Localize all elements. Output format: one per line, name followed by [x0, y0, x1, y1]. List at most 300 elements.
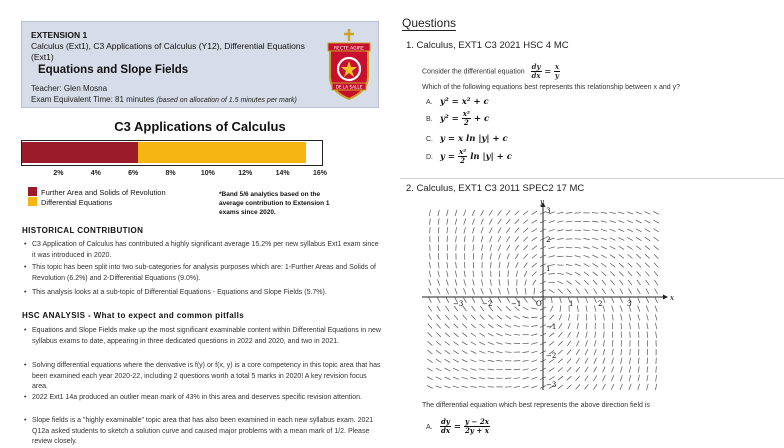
slope-segment — [438, 218, 439, 224]
slope-segment — [549, 221, 555, 223]
slope-segment — [523, 245, 527, 250]
slope-segment — [549, 377, 554, 380]
slope-segment — [462, 333, 467, 337]
slope-segment — [604, 332, 605, 338]
x-tick-label: O — [536, 300, 542, 308]
slope-segment — [515, 219, 519, 224]
slope-segment — [620, 306, 622, 312]
slope-segment — [558, 341, 562, 346]
slope-segment — [584, 280, 589, 285]
slope-segment — [612, 306, 614, 312]
slope-segment — [601, 229, 607, 231]
exam-time — [31, 95, 297, 104]
slope-segment — [629, 314, 630, 320]
slope-segment — [516, 288, 518, 294]
slope-segment — [638, 332, 639, 338]
slope-segment — [645, 229, 650, 232]
slope-segment — [454, 315, 458, 320]
differential-equation: $\frac{dy}{dx}$ = $\frac{x}{y}$ — [531, 66, 560, 76]
slope-segment — [610, 263, 615, 267]
slope-segment — [575, 272, 581, 275]
slope-segment — [489, 210, 492, 215]
slope-segment — [464, 236, 465, 242]
slope-segment — [601, 255, 607, 258]
hsc-bullet: • Solving differential equations where the derivative is f(y) or f(x, y) is a core competency in this topic area that has been examined each year 2020-22, including 2 questions worth a total 5 marks in 2020! A key revision focus area. — [32, 361, 382, 393]
slope-segment — [506, 306, 511, 311]
slope-segment — [498, 297, 501, 303]
slope-segment — [455, 279, 457, 285]
chart-x-ticks — [0, 170, 400, 180]
slope-segment — [620, 384, 622, 390]
slope-segment — [638, 323, 639, 329]
exam-time-note: (based on allocation of 1.5 minutes per mark) — [156, 97, 296, 104]
slope-segment — [532, 272, 536, 277]
legend-label-differential-equations: Differential Equations — [41, 198, 112, 207]
slope-segment — [472, 210, 475, 216]
slope-segment — [515, 254, 518, 260]
slope-segment — [490, 279, 491, 285]
slope-segment — [637, 297, 640, 303]
slope-segment — [576, 289, 580, 294]
slope-segment — [560, 305, 561, 311]
slope-segment — [532, 220, 537, 223]
slope-segment — [612, 340, 613, 346]
questions-heading: Questions — [402, 17, 456, 31]
slope-segment — [585, 349, 588, 355]
slope-segment — [498, 210, 502, 215]
slope-segment — [497, 306, 501, 311]
slope-segment — [603, 375, 606, 381]
slope-segment — [514, 378, 520, 379]
slope-segment — [488, 333, 494, 336]
slope-segment — [455, 219, 457, 225]
slope-segment — [645, 263, 649, 268]
slope-segment — [583, 247, 589, 249]
slope-segment — [612, 367, 614, 373]
slope-segment — [586, 306, 587, 312]
slope-segment — [585, 376, 589, 381]
slope-segment — [479, 369, 485, 370]
slope-segment — [515, 245, 519, 250]
question-1-ask: Which of the following equations best represents this relationship between x and y? — [422, 84, 680, 91]
slope-segment — [524, 254, 528, 259]
slope-segment — [566, 264, 572, 265]
slope-segment — [427, 359, 432, 363]
slope-segment — [549, 342, 554, 346]
slope-segment — [636, 263, 641, 268]
slope-segment — [516, 271, 518, 277]
slope-segment — [603, 314, 604, 320]
slope-segment — [594, 367, 597, 373]
slope-segment — [558, 350, 563, 354]
slope-segment — [525, 279, 526, 285]
slope-segment — [636, 229, 642, 232]
slope-segment — [575, 256, 581, 258]
slope-segment — [436, 350, 441, 354]
slope-segment — [612, 349, 613, 355]
slope-segment — [645, 212, 651, 215]
slope-segment — [653, 229, 658, 232]
slope-segment — [647, 314, 649, 320]
slope-segment — [481, 279, 482, 285]
slope-segment — [447, 262, 448, 268]
slope-segment — [507, 254, 509, 260]
hsc-bullet: • Slope fields is a "highly examinable" topic area that has also been examined in each new syllabus exam. 2021 Q12a asked students to sketch a solution curve and caused major problems with a mean mark of 1/2. Please review closely. — [32, 416, 382, 448]
slope-segment — [447, 227, 448, 233]
slope-segment — [473, 271, 474, 277]
slope-segment — [636, 254, 641, 258]
topic-subtitle: Calculus (Ext1), C3 Applications of Calculus (Y12), Differential Equations (Ext1) — [31, 41, 316, 63]
slope-segment — [523, 317, 529, 319]
slope-segment — [628, 280, 632, 285]
slope-segment — [499, 253, 501, 259]
slope-segment — [576, 349, 579, 354]
slope-segment — [498, 236, 501, 242]
slope-segment — [638, 314, 640, 320]
slope-segment — [437, 297, 440, 303]
slope-segment — [462, 342, 467, 345]
slope-segment — [592, 213, 598, 214]
slope-segment — [584, 264, 590, 267]
slope-segment — [602, 280, 606, 285]
slope-segment — [531, 351, 537, 353]
slope-segment — [611, 297, 614, 303]
slope-segment — [566, 230, 572, 231]
slope-segment — [638, 384, 640, 390]
slope-segment — [507, 297, 510, 302]
slope-segment — [523, 237, 528, 241]
slope-segment — [551, 297, 552, 303]
slope-segment — [481, 288, 483, 294]
slope-segment — [594, 375, 597, 381]
slope-segment — [444, 386, 450, 388]
slope-segment — [627, 246, 632, 250]
legend-label-further-area: Further Area and Solids of Revolution — [41, 188, 166, 197]
stacked-bar-chart — [21, 140, 323, 166]
question-1-stem-text: Consider the differential equation — [422, 69, 525, 76]
slope-segment — [594, 349, 596, 355]
slope-segment — [628, 263, 633, 267]
option-a[interactable]: A. $\frac{dy}{dx}$ = $\frac{y - 2x}{2y + x}$ — [426, 418, 490, 435]
slope-segment — [621, 349, 622, 355]
slope-segment — [428, 332, 433, 337]
slope-segment — [602, 289, 605, 294]
question-2-stem: The differential equation which best represents the above direction field is — [422, 402, 650, 409]
slope-segment — [508, 271, 509, 277]
slope-segment — [507, 262, 509, 268]
x-tick-label: −3 — [453, 300, 463, 308]
slope-segment — [576, 358, 580, 363]
slope-segment — [428, 297, 431, 303]
slope-segment — [490, 245, 492, 251]
slope-segment — [523, 307, 529, 310]
slope-segment — [438, 280, 440, 286]
slope-segment — [464, 227, 466, 233]
slope-segment — [446, 288, 449, 294]
slope-segment — [595, 332, 596, 338]
slope-segment — [567, 385, 572, 389]
slope-segment — [620, 366, 622, 372]
slope-segment — [532, 254, 537, 258]
slope-segment — [601, 212, 607, 213]
slope-segment — [429, 271, 431, 277]
topic-title: Equations and Slope Fields — [38, 64, 188, 76]
bar-segment-further-area — [22, 142, 138, 163]
slope-segment — [532, 229, 537, 233]
slope-segment — [558, 289, 563, 294]
slope-segment — [567, 358, 571, 363]
slope-segment — [507, 245, 510, 251]
option-b[interactable]: B. y² = $\frac{\text{x²}}{2}$ + c — [426, 110, 489, 127]
historical-bullet: • This analysis looks at a sub-topic of Differential Equations - Equations and Slope Fields (5.7%). — [32, 288, 382, 299]
slope-segment — [499, 279, 500, 285]
slope-segment — [462, 368, 468, 370]
slope-segment — [610, 246, 616, 249]
slope-segment — [621, 323, 622, 329]
slope-segment — [506, 228, 510, 233]
slope-segment — [577, 332, 579, 338]
slope-segment — [471, 342, 477, 345]
slope-segment — [592, 255, 598, 258]
slope-segment — [647, 375, 648, 381]
slope-segment — [647, 384, 649, 390]
slope-segment — [427, 386, 433, 389]
slope-segment — [462, 360, 468, 363]
slope-segment — [566, 256, 572, 257]
slope-segment — [567, 350, 571, 355]
slope-segment — [427, 368, 432, 371]
slope-segment — [646, 288, 649, 294]
slope-segment — [594, 289, 597, 294]
slope-segment — [612, 358, 614, 364]
slope-segment — [645, 254, 650, 258]
slope-segment — [446, 306, 450, 311]
teacher-name: Teacher: Glen Mosna — [31, 84, 107, 93]
slope-segment — [629, 384, 631, 390]
slope-segment — [470, 386, 476, 387]
slope-segment — [638, 358, 639, 364]
option-label: C. — [426, 136, 440, 143]
slope-segment — [592, 247, 598, 249]
slope-segment — [473, 227, 475, 233]
slope-segment — [428, 341, 433, 345]
slope-segment — [453, 350, 458, 353]
slope-segment — [479, 342, 485, 345]
slope-segment — [471, 351, 477, 354]
slope-segment — [523, 386, 529, 388]
slope-segment — [471, 333, 476, 337]
legend-item-differential-equations — [28, 197, 112, 207]
slope-segment — [654, 271, 658, 276]
slope-segment — [496, 351, 502, 352]
slope-segment — [567, 289, 571, 294]
slope-segment — [436, 368, 442, 371]
slope-segment — [456, 236, 457, 242]
slope-segment — [429, 288, 432, 294]
slope-segment — [427, 350, 432, 354]
slope-segment — [585, 297, 587, 303]
slope-segment — [654, 246, 659, 250]
slope-segment — [645, 246, 650, 250]
x-tick-label: −2 — [482, 300, 492, 308]
x-tick-label: 6% — [128, 170, 138, 177]
slope-segment — [557, 212, 563, 214]
slope-segment — [479, 351, 485, 353]
slope-segment — [645, 237, 650, 241]
slope-segment — [655, 306, 657, 312]
slope-segment — [612, 314, 613, 320]
y-axis-label: y — [539, 198, 545, 206]
slope-segment — [497, 315, 502, 319]
slope-segment — [437, 324, 441, 329]
slope-segment — [567, 281, 572, 285]
slope-segment — [636, 237, 641, 240]
slope-segment — [603, 340, 604, 346]
y-tick-label: −2 — [546, 352, 556, 360]
slope-segment — [636, 212, 642, 214]
slope-segment — [595, 314, 596, 320]
slope-segment — [532, 237, 537, 241]
slope-segment — [522, 352, 528, 353]
slope-segment — [610, 221, 616, 223]
slope-segment — [593, 384, 597, 389]
slope-segment — [558, 281, 564, 284]
slope-segment — [436, 341, 441, 345]
slope-segment — [549, 368, 554, 372]
slope-segment — [656, 366, 657, 372]
slope-segment — [437, 288, 440, 294]
x-tick-label: 10% — [201, 170, 215, 177]
slope-segment — [514, 325, 520, 327]
slope-segment — [471, 315, 475, 320]
slope-segment — [532, 246, 537, 250]
slope-segment — [602, 384, 605, 390]
slope-segment — [636, 246, 641, 250]
option-c[interactable]: C. y = x ln |y| + c — [426, 134, 508, 144]
slope-segment — [506, 219, 510, 224]
slope-segment — [594, 297, 597, 303]
slope-segment — [531, 308, 537, 309]
y-tick-label: −3 — [546, 381, 556, 389]
slope-segment — [470, 369, 476, 371]
slope-segment — [575, 247, 581, 248]
slope-segment — [559, 314, 561, 320]
hsc-bullet: • Equations and Slope Fields make up the most significant examinable content within Differential Equations in new syllabus exams to date, appearing in three dedicated questions in 2022 and 2020, and two in 2021. — [32, 326, 382, 347]
slope-segment — [453, 386, 459, 388]
slope-segment — [603, 306, 605, 312]
slope-segment — [438, 253, 439, 259]
x-tick-label: 1 — [569, 300, 573, 308]
slope-segment — [557, 273, 563, 274]
slope-segment — [479, 360, 485, 362]
slope-segment — [566, 221, 572, 222]
slope-segment — [462, 324, 467, 328]
slope-segment — [464, 288, 466, 294]
slope-segment — [630, 323, 631, 329]
slope-segment — [482, 253, 483, 259]
slope-segment — [647, 358, 648, 364]
slope-segment — [531, 377, 537, 379]
x-tick-label: 4% — [91, 170, 101, 177]
slope-segment — [627, 212, 633, 214]
option-label: B. — [426, 116, 440, 123]
hsc-bullet: • 2022 Ext1 14a produced an outlier mean mark of 43% in this area and deserves specific revision attention. — [32, 393, 382, 404]
slope-segment — [455, 271, 456, 277]
slope-segment — [472, 288, 474, 294]
bar-segment-differential-equations — [138, 142, 306, 163]
y-tick-label: 2 — [546, 236, 550, 244]
slope-segment — [506, 211, 510, 216]
slope-segment — [523, 220, 528, 224]
slope-segment — [505, 387, 511, 388]
slope-segment — [453, 377, 459, 379]
x-axis-arrow — [663, 295, 668, 300]
slope-segment — [489, 227, 492, 233]
slope-segment — [436, 333, 441, 337]
slope-segment — [445, 350, 450, 354]
slope-segment — [438, 227, 439, 233]
slope-segment — [653, 212, 659, 215]
slope-segment — [594, 358, 597, 364]
slope-segment — [628, 271, 632, 276]
slope-segment — [515, 228, 519, 233]
slope-segment — [610, 229, 616, 231]
slope-segment — [549, 247, 555, 249]
x-tick-label: 2% — [53, 170, 63, 177]
slope-segment — [428, 324, 432, 329]
slope-segment — [557, 221, 563, 223]
slope-segment — [646, 306, 648, 312]
slope-segment — [549, 333, 554, 337]
slope-segment — [534, 288, 535, 294]
option-d[interactable]: D. y = $\frac{\text{x²}}{2}$ ln |y| + c — [426, 148, 512, 165]
slope-segment — [550, 306, 553, 312]
slope-segment — [620, 289, 623, 294]
slope-segment — [507, 236, 510, 241]
crest-banner: DE LA SALLE — [336, 85, 363, 90]
historical-bullet: • This topic has been split into two sub-categories for analysis purposes which are: 1-Further Areas and Solids of Revolution (6.2%) and 2-Differential Equations (9.0%). — [32, 263, 382, 284]
slope-segment — [594, 306, 596, 312]
slope-segment — [499, 262, 500, 268]
slope-segment — [655, 288, 658, 294]
slope-segment — [462, 386, 468, 388]
slope-segment — [585, 367, 588, 372]
slope-segment — [453, 359, 459, 362]
y-tick-label: −1 — [546, 323, 556, 331]
slope-segment — [430, 253, 431, 259]
option-label: A. — [426, 424, 440, 431]
slope-segment — [619, 272, 623, 277]
slope-segment — [489, 219, 492, 225]
slope-segment — [619, 280, 623, 285]
slope-segment — [577, 297, 579, 303]
slope-segment — [601, 238, 607, 240]
y-tick-label: 1 — [546, 265, 550, 273]
slope-segment — [523, 360, 529, 361]
slope-segment — [618, 229, 624, 232]
slope-segment — [514, 386, 520, 387]
slope-segment — [436, 377, 442, 380]
slope-segment — [566, 273, 572, 275]
slope-segment — [601, 221, 607, 222]
slope-segment — [558, 385, 563, 389]
option-a[interactable]: A. y² = x² + c — [426, 97, 489, 107]
x-tick-label: 8% — [165, 170, 175, 177]
slope-segment — [524, 297, 528, 302]
slope-segment — [438, 210, 439, 216]
slope-segment — [480, 315, 485, 320]
slope-segment — [490, 288, 492, 294]
